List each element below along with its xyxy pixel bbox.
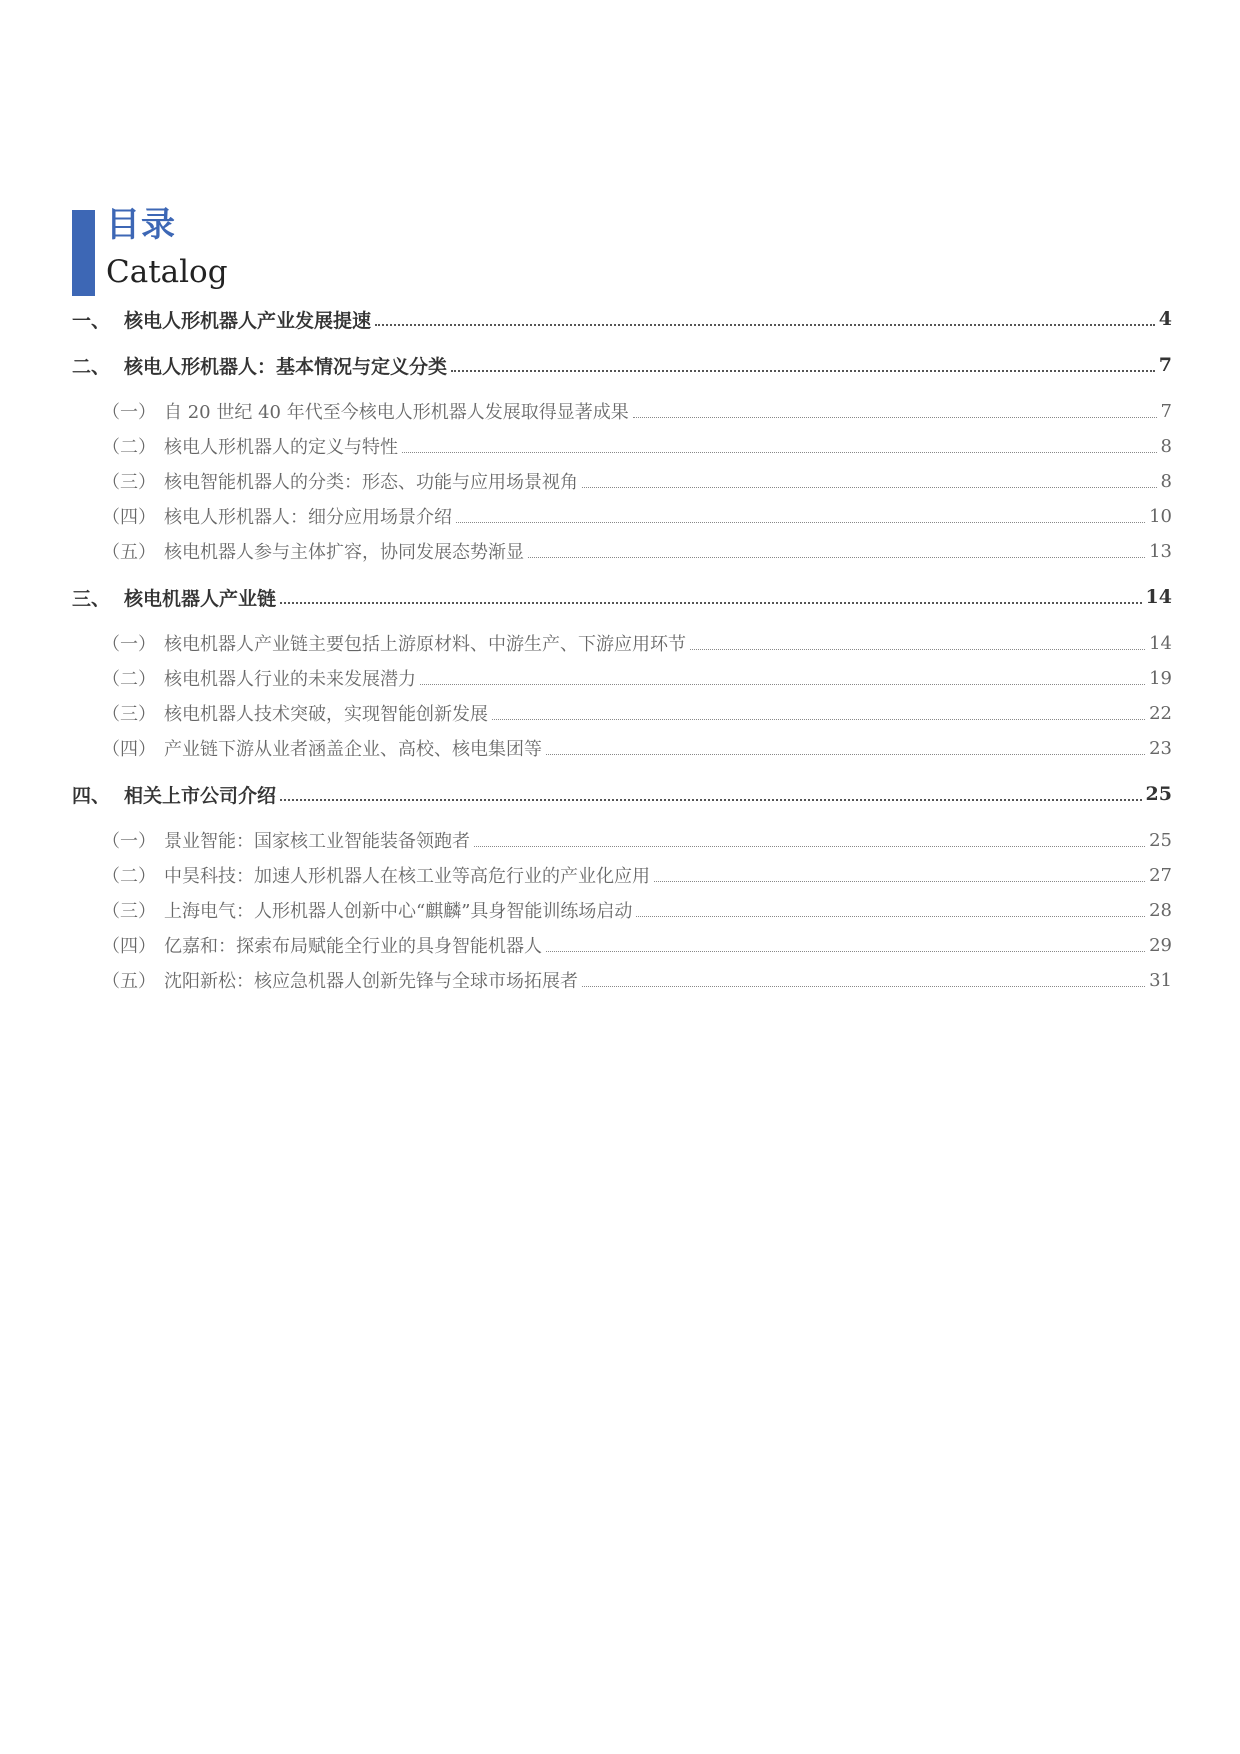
toc-entry-page: 25 <box>1149 829 1172 851</box>
toc-entry-title: 沈阳新松：核应急机器人创新先锋与全球市场拓展者 <box>164 971 578 992</box>
toc-entry[interactable] <box>72 501 1172 531</box>
toc-dot-leader <box>280 799 1142 801</box>
toc-dot-leader <box>546 951 1145 952</box>
toc-dot-leader <box>636 916 1145 917</box>
toc-dot-leader <box>654 881 1145 882</box>
toc-entry[interactable] <box>72 930 1172 960</box>
toc-entry-page: 27 <box>1149 864 1172 886</box>
toc-entry-title: 核电人形机器人：基本情况与定义分类 <box>124 355 448 378</box>
toc-entry-title: 产业链下游从业者涵盖企业、高校、核电集团等 <box>164 739 542 760</box>
toc-dot-leader <box>451 370 1155 372</box>
toc-entry-title: 核电机器人技术突破，实现智能创新发展 <box>164 704 488 725</box>
toc-dot-leader <box>474 846 1145 847</box>
toc-entry-page: 8 <box>1160 470 1172 492</box>
toc-entry-title: 相关上市公司介绍 <box>124 784 277 807</box>
toc-entry-title: 核电人形机器人产业发展提速 <box>124 309 372 332</box>
toc-entry-page: 7 <box>1160 400 1172 422</box>
toc-dot-leader <box>492 719 1145 720</box>
toc-entry-number: （二） <box>102 437 156 458</box>
toc-entry-title: 核电智能机器人的分类：形态、功能与应用场景视角 <box>164 472 578 493</box>
toc-entry[interactable] <box>72 895 1172 925</box>
toc-entry-number: （五） <box>102 971 156 992</box>
heading-accent-bar <box>72 210 95 296</box>
toc-dot-leader <box>633 417 1157 418</box>
toc-entry[interactable] <box>72 698 1172 728</box>
toc-entry[interactable] <box>72 582 1172 612</box>
heading-title-en: Catalog <box>106 254 228 290</box>
toc-dot-leader <box>402 452 1157 453</box>
toc-entry-page: 4 <box>1158 308 1172 330</box>
toc-entry[interactable] <box>72 536 1172 566</box>
toc-entry[interactable] <box>72 466 1172 496</box>
toc-entry-number: （二） <box>102 669 156 690</box>
toc-entry-page: 10 <box>1149 505 1172 527</box>
toc-entry-number: （四） <box>102 507 156 528</box>
toc-entry-page: 8 <box>1160 435 1172 457</box>
toc-entry-page: 29 <box>1149 934 1172 956</box>
toc-entry-title: 核电机器人产业链 <box>124 587 277 610</box>
toc-dot-leader <box>420 684 1145 685</box>
toc-entry-number: 二、 <box>72 355 111 378</box>
toc-entry-number: （四） <box>102 936 156 957</box>
toc-entry-page: 13 <box>1149 540 1172 562</box>
toc-entry-page: 25 <box>1145 783 1172 805</box>
toc-entry-number: （五） <box>102 542 156 563</box>
toc-dot-leader <box>690 649 1145 650</box>
toc-entry-page: 28 <box>1149 899 1172 921</box>
toc-entry[interactable] <box>72 733 1172 763</box>
toc-entry-title: 上海电气：人形机器人创新中心“麒麟”具身智能训练场启动 <box>164 901 633 922</box>
toc-entry-number: 四、 <box>72 784 111 807</box>
toc-entry-number: （三） <box>102 472 156 493</box>
toc-entry-page: 31 <box>1149 969 1172 991</box>
toc-entry-title: 景业智能：国家核工业智能装备领跑者 <box>164 831 470 852</box>
toc-entry-title: 核电人形机器人的定义与特性 <box>164 437 398 458</box>
toc-entry[interactable] <box>72 825 1172 855</box>
catalog-heading <box>72 205 472 298</box>
toc-entry-title: 核电机器人参与主体扩容，协同发展态势渐显 <box>164 542 524 563</box>
toc-entry[interactable] <box>72 396 1172 426</box>
toc-entry[interactable] <box>72 860 1172 890</box>
toc-entry[interactable] <box>72 350 1172 380</box>
toc-entry-number: （二） <box>102 866 156 887</box>
toc-entry-title: 核电机器人产业链主要包括上游原材料、中游生产、下游应用环节 <box>164 634 686 655</box>
toc-entry-number: （三） <box>102 704 156 725</box>
toc-entry-number: （三） <box>102 901 156 922</box>
toc-entry[interactable] <box>72 965 1172 995</box>
toc-entry-title: 中昊科技：加速人形机器人在核工业等高危行业的产业化应用 <box>164 866 650 887</box>
toc-entry-page: 22 <box>1149 702 1172 724</box>
toc-entry-number: 一、 <box>72 309 111 332</box>
toc-dot-leader <box>456 522 1145 523</box>
toc-entry-title: 自 20 世纪 40 年代至今核电人形机器人发展取得显著成果 <box>164 402 629 423</box>
toc-dot-leader <box>546 754 1145 755</box>
heading-title-cn: 目录 <box>106 205 176 245</box>
toc-dot-leader <box>582 487 1157 488</box>
toc-dot-leader <box>280 602 1142 604</box>
toc-entry-page: 23 <box>1149 737 1172 759</box>
toc-entry[interactable] <box>72 628 1172 658</box>
toc-dot-leader <box>528 557 1145 558</box>
toc-entry-page: 7 <box>1158 354 1172 376</box>
toc-entry-number: 三、 <box>72 587 111 610</box>
toc-entry[interactable] <box>72 663 1172 693</box>
toc-entry-number: （一） <box>102 402 156 423</box>
toc-entry[interactable] <box>72 431 1172 461</box>
toc-entry-page: 14 <box>1145 586 1172 608</box>
toc-entry-title: 核电机器人行业的未来发展潜力 <box>164 669 416 690</box>
toc-entry-number: （四） <box>102 739 156 760</box>
toc-entry[interactable] <box>72 779 1172 809</box>
toc-entry-title: 亿嘉和：探索布局赋能全行业的具身智能机器人 <box>164 936 542 957</box>
toc-entry-title: 核电人形机器人：细分应用场景介绍 <box>164 507 452 528</box>
toc-entry-number: （一） <box>102 634 156 655</box>
toc-entry-page: 19 <box>1149 667 1172 689</box>
toc-entry[interactable] <box>72 304 1172 334</box>
toc-dot-leader <box>582 986 1145 987</box>
toc-entry-number: （一） <box>102 831 156 852</box>
toc-entry-page: 14 <box>1149 632 1172 654</box>
toc-dot-leader <box>375 324 1155 326</box>
